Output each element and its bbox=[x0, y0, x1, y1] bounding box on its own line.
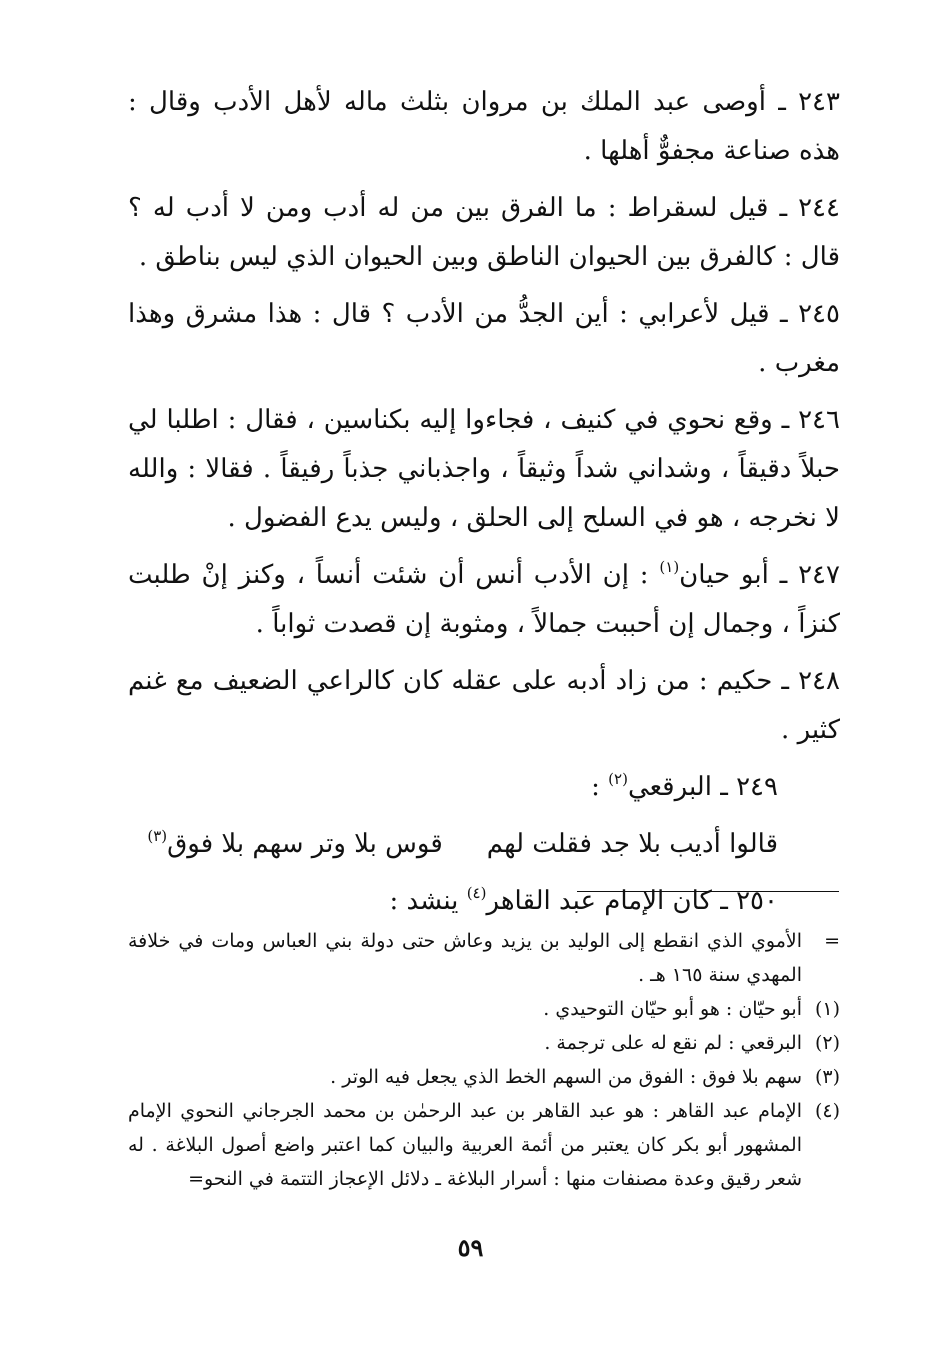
footnote-marker: = bbox=[824, 930, 840, 952]
footnote-continued bbox=[128, 924, 840, 992]
footnote-4 bbox=[128, 1094, 840, 1196]
poem-first-hemistich: قالوا أديب بلا جد فقلت لهم bbox=[486, 829, 778, 859]
entry-248: ٢٤٨ ـ حكيم : من زاد أدبه على عقله كان كالراعي الضعيف مع غنم كثير . bbox=[128, 666, 840, 745]
poem-verse bbox=[128, 820, 840, 869]
footnote-marker: (٤) bbox=[814, 1100, 840, 1122]
entry-249-heading: ٢٤٩ ـ البرقعي bbox=[627, 772, 778, 802]
footnote-ref-3: (٣) bbox=[147, 827, 168, 845]
footnote-3 bbox=[128, 1060, 840, 1094]
entry-249 bbox=[128, 763, 840, 812]
entry-250-heading: ٢٥٠ ـ كان الإمام عبد القاهر bbox=[486, 886, 778, 916]
footnote-separator bbox=[577, 891, 839, 892]
footnote-text: الإمام عبد القاهر : هو عبد القاهر بن عبد الرحمٰن بن محمد الجرجاني النحوي الإمام المشهور أبو بكر كان يعتبر من أئمة العربية والبيان كما اعتبر واضع أصول البلاغة . له شعر رقيق وعدة مصنفات منها : أسرار البلاغة ـ دلائل الإعجاز التتمة في النحو= bbox=[128, 1100, 802, 1190]
entry-250-body: ينشد : bbox=[389, 886, 467, 916]
entry-247-heading: ٢٤٧ ـ أبو حيان bbox=[679, 560, 840, 590]
entry-247-body: : إن الأدب أنس أن شئت أنساً ، وكنز إنْ طلبت كنزاً ، وجمال إن أحببت جمالاً ، ومثوبة إن قصدت ثواباً . bbox=[128, 560, 840, 639]
entry-245: ٢٤٥ ـ قيل لأعرابي : أين الجدُّ من الأدب ؟ قال : هذا مشرق وهذا مغرب . bbox=[128, 299, 840, 378]
footnote-1 bbox=[128, 992, 840, 1026]
poem-second-hemistich: قوس بلا وتر سهم بلا فوق bbox=[167, 829, 443, 859]
footnote-text: الأموي الذي انقطع إلى الوليد بن يزيد وعاش حتى دولة بني العباس ومات في خلافة المهدي سنة ١٦٥ هـ . bbox=[128, 930, 802, 986]
footnotes bbox=[128, 924, 840, 1196]
main-text bbox=[128, 78, 840, 934]
footnote-text: البرقعي : لم نقع له على ترجمة . bbox=[544, 1032, 802, 1054]
footnote-ref-1: (١) bbox=[659, 558, 680, 576]
footnote-marker: (٣) bbox=[814, 1066, 840, 1088]
footnote-ref-2: (٢) bbox=[608, 770, 628, 788]
page-number: ٥٩ bbox=[457, 1233, 484, 1262]
footnote-marker: (١) bbox=[814, 998, 840, 1020]
entry-243: ٢٤٣ ـ أوصى عبد الملك بن مروان بثلث ماله لأهل الأدب وقال : هذه صناعة مجفوٌّ أهلها . bbox=[128, 87, 840, 166]
footnote-ref-4: (٤) bbox=[466, 884, 487, 902]
poem-second-hemistich-wrap bbox=[147, 820, 442, 869]
entry-249-colon: : bbox=[591, 772, 609, 802]
entry-247 bbox=[128, 551, 840, 649]
entry-246: ٢٤٦ ـ وقع نحوي في كنيف ، فجاءوا إليه بكناسين ، فقال : اطلبا لي حبلاً دقيقاً ، وشداني شداً وثيقاً ، واجذباني جذباً رفيقاً . فقالا : والله لا نخرجه ، هو في السلح إلى الحلق ، وليس يدع الفضول . bbox=[128, 405, 840, 533]
footnote-marker: (٢) bbox=[814, 1032, 840, 1054]
footnote-text: سهم بلا فوق : الفوق من السهم الخط الذي يجعل فيه الوتر . bbox=[330, 1066, 802, 1088]
entry-244: ٢٤٤ ـ قيل لسقراط : ما الفرق بين من له أدب ومن لا أدب له ؟ قال : كالفرق بين الحيوان الناطق وبين الحيوان الذي ليس بناطق . bbox=[128, 193, 840, 272]
footnote-text: أبو حيّان : هو أبو حيّان التوحيدي . bbox=[543, 998, 802, 1020]
footnote-2 bbox=[128, 1026, 840, 1060]
entry-250 bbox=[128, 877, 840, 926]
